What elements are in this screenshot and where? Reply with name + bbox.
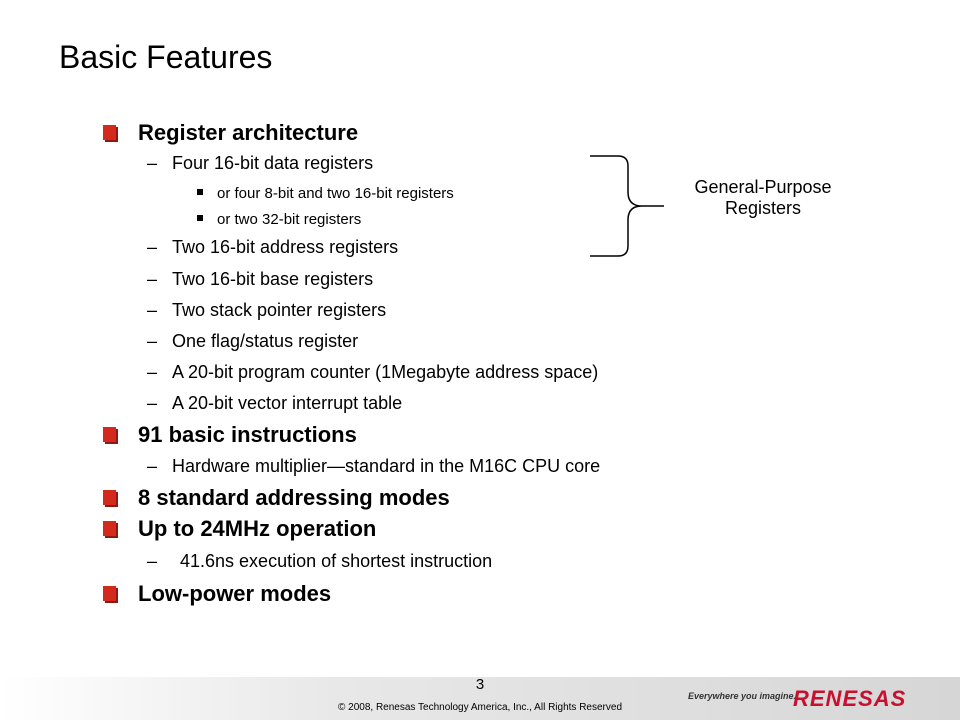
sub-bullet-program-counter: – A 20-bit program counter (1Megabyte address space): [147, 362, 599, 382]
copyright-notice: © 2008, Renesas Technology America, Inc., All Rights Reserved: [338, 702, 622, 713]
sub-bullet-label: Four 16-bit data registers: [172, 153, 374, 173]
sub-bullet-flag-register: – One flag/status register: [147, 331, 359, 351]
slide-title: Basic Features: [59, 39, 273, 75]
sub-sub-bullet-four-8bit: [197, 186, 454, 201]
bullet-operation-speed: Up to 24MHz operation: [138, 516, 377, 541]
sub-sub-bullet-label: or four 8-bit and two 16-bit registers: [217, 185, 454, 202]
sub-bullet-base-registers: – Two 16-bit base registers: [147, 269, 374, 289]
general-purpose-registers-label: [668, 177, 858, 219]
brace-label-line1: General-Purpose: [694, 177, 832, 197]
sub-bullet-label: Two 16-bit address registers: [172, 237, 399, 257]
sub-bullet-label: Two stack pointer registers: [172, 300, 387, 320]
sub-bullet-hardware-multiplier: – Hardware multiplier—standard in the M16C CPU core: [147, 456, 601, 476]
sub-sub-bullet-two-32bit: [197, 212, 361, 227]
brace-label-line2: Registers: [724, 198, 802, 218]
bullet-addressing-modes: 8 standard addressing modes: [138, 485, 450, 510]
sub-sub-bullet-label: or two 32-bit registers: [217, 211, 362, 228]
sub-bullet-label: One flag/status register: [172, 331, 359, 351]
sub-bullet-execution-time: – 41.6ns execution of shortest instruction: [147, 551, 493, 571]
red-bullet-icon: [103, 586, 118, 603]
sub-bullet-four-data-registers: – Four 16-bit data registers: [147, 153, 374, 173]
right-brace-icon: [588, 152, 668, 262]
square-bullet-icon: [197, 215, 203, 221]
square-bullet-icon: [197, 189, 203, 195]
svg-text:RENESAS: RENESAS: [793, 687, 907, 711]
red-bullet-icon: [103, 427, 118, 444]
page-number: 3: [475, 676, 485, 693]
bullet-low-power: Low-power modes: [138, 581, 332, 606]
bullet-basic-instructions: 91 basic instructions: [138, 422, 357, 447]
renesas-logo: [793, 687, 933, 716]
sub-bullet-label: A 20-bit vector interrupt table: [172, 393, 403, 413]
sub-bullet-label: Hardware multiplier—standard in the M16C CPU core: [172, 456, 601, 476]
tagline: Everywhere you imagine.: [688, 691, 797, 701]
bullet-register-architecture: Register architecture: [138, 120, 359, 145]
red-bullet-icon: [103, 521, 118, 538]
sub-bullet-vector-table: – A 20-bit vector interrupt table: [147, 393, 403, 413]
sub-bullet-label: A 20-bit program counter (1Megabyte address space): [172, 362, 599, 382]
sub-bullet-address-registers: – Two 16-bit address registers: [147, 237, 399, 257]
sub-bullet-stack-pointers: – Two stack pointer registers: [147, 300, 387, 320]
red-bullet-icon: [103, 125, 118, 142]
sub-bullet-label: Two 16-bit base registers: [172, 269, 374, 289]
red-bullet-icon: [103, 490, 118, 507]
sub-bullet-label: 41.6ns execution of shortest instruction: [180, 551, 493, 571]
